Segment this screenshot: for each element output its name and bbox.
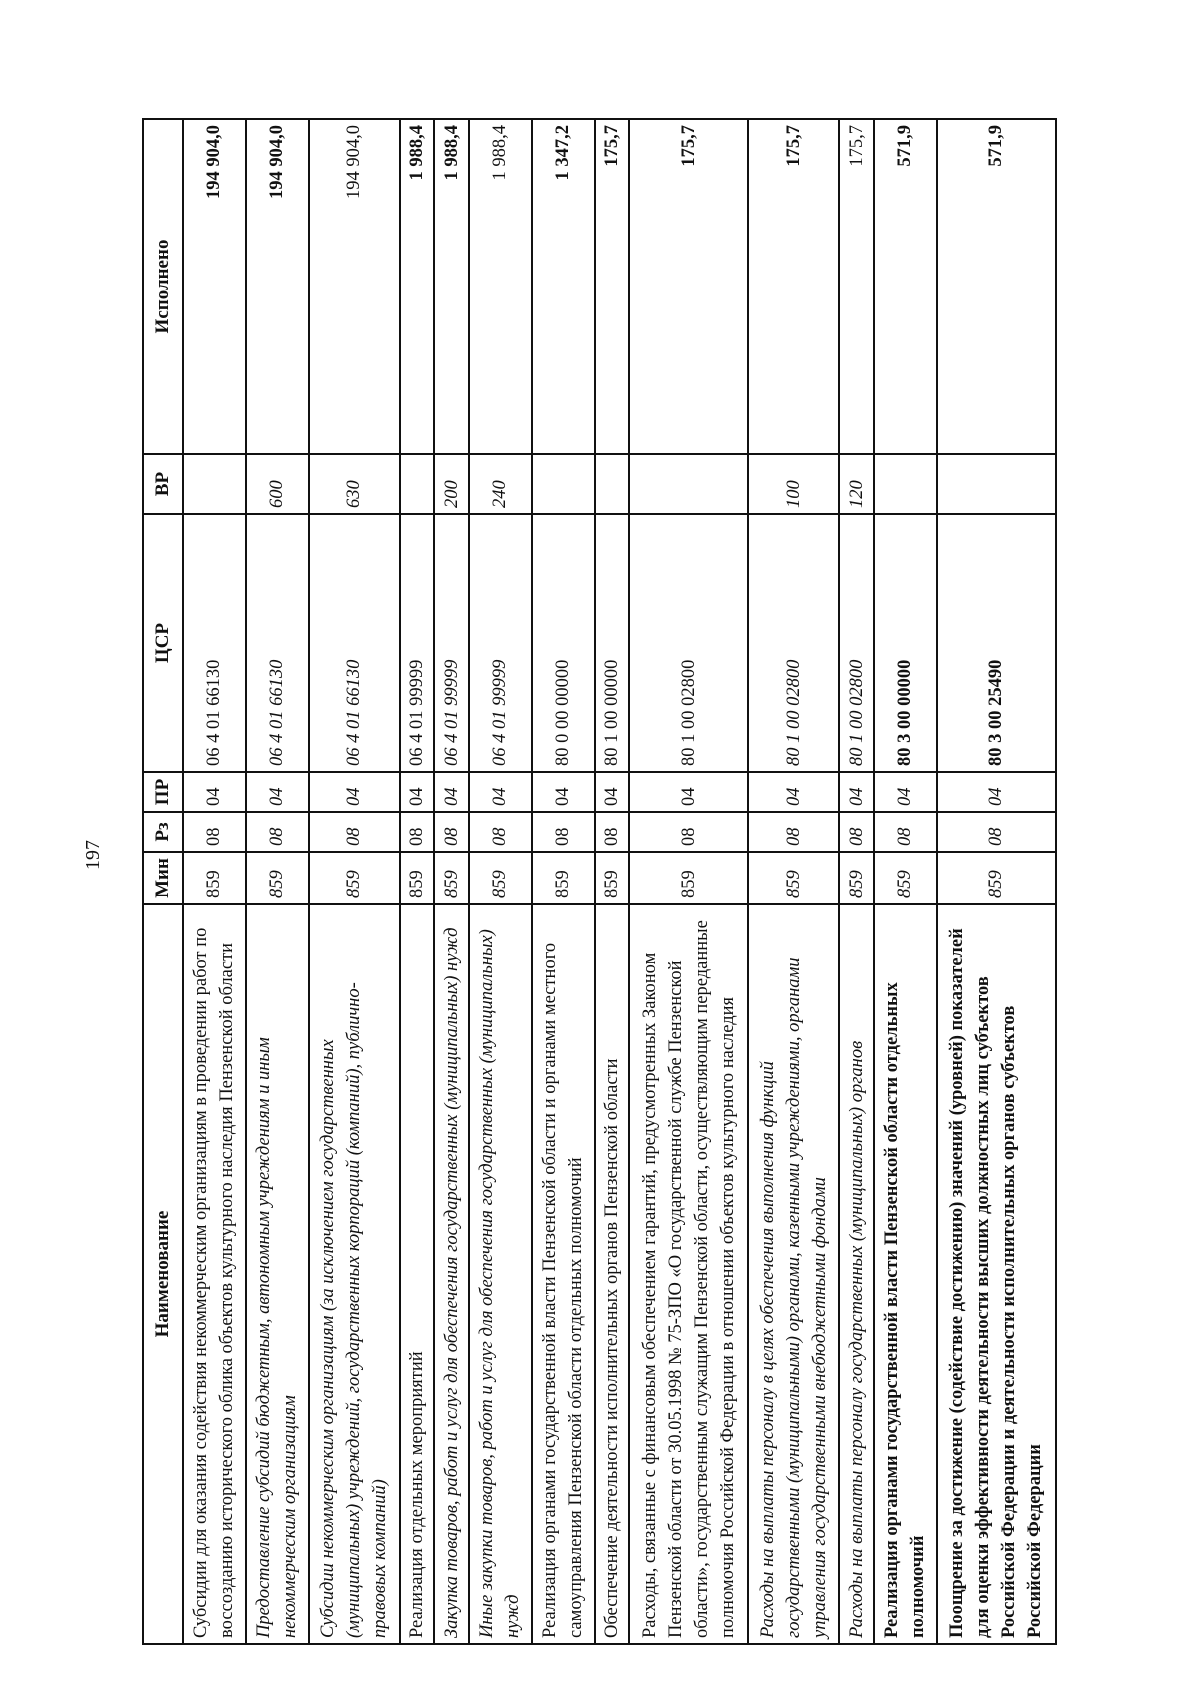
header-min: Мин <box>143 852 183 904</box>
cell-csr: 06 4 01 99999 <box>400 514 435 772</box>
cell-min: 859 <box>937 852 1056 904</box>
header-vr: ВР <box>143 454 183 514</box>
cell-vr <box>629 454 748 514</box>
cell-name: Расходы на выплаты персоналу в целях обеспечения выполнения функций государственными (муниципальными) органами, казенными учреждениями, органами управления государственными внебюджетными фондами <box>748 904 839 1644</box>
cell-name: Расходы, связанные с финансовым обеспечением гарантий, предусмотренных Законом Пензенской области от 30.05.1998 № 75-ЗПО «О государственной службе Пензенской области», государственным служащим Пензенской области, осуществляющим переданные полномочия Российской Федерации в отношении объектов культурного наследия <box>629 904 748 1644</box>
cell-pr: 04 <box>874 772 937 812</box>
cell-rz: 08 <box>309 812 400 852</box>
cell-name: Закупка товаров, работ и услуг для обеспечения государственных (муниципальных) нужд <box>434 904 469 1644</box>
cell-min: 859 <box>874 852 937 904</box>
cell-name: Субсидии для оказания содействия некоммерческим организациям в проведении работ по воссозданию исторического облика объектов культурного наследия Пензенской области <box>183 904 246 1644</box>
table-row <box>469 119 532 1644</box>
cell-pr: 04 <box>595 772 630 812</box>
cell-csr: 06 4 01 99999 <box>469 514 532 772</box>
cell-vr <box>532 454 595 514</box>
cell-executed: 175,7 <box>595 119 630 454</box>
header-name: Наименование <box>143 904 183 1644</box>
cell-csr: 80 1 00 02800 <box>629 514 748 772</box>
header-pr: ПР <box>143 772 183 812</box>
cell-csr: 80 1 00 00000 <box>595 514 630 772</box>
cell-name: Обеспечение деятельности исполнительных органов Пензенской области <box>595 904 630 1644</box>
cell-rz: 08 <box>400 812 435 852</box>
cell-csr: 80 1 00 02800 <box>839 514 874 772</box>
cell-name: Реализация отдельных мероприятий <box>400 904 435 1644</box>
cell-pr: 04 <box>434 772 469 812</box>
cell-min: 859 <box>400 852 435 904</box>
cell-vr <box>183 454 246 514</box>
cell-pr: 04 <box>246 772 309 812</box>
table-row <box>309 119 400 1644</box>
cell-pr: 04 <box>309 772 400 812</box>
cell-executed: 571,9 <box>937 119 1056 454</box>
table-row <box>748 119 839 1644</box>
cell-pr: 04 <box>469 772 532 812</box>
budget-table <box>142 118 1057 1645</box>
cell-executed: 1 988,4 <box>434 119 469 454</box>
cell-vr: 630 <box>309 454 400 514</box>
page-number: 197 <box>82 840 104 870</box>
cell-min: 859 <box>246 852 309 904</box>
cell-vr: 200 <box>434 454 469 514</box>
cell-executed: 1 988,4 <box>469 119 532 454</box>
cell-min: 859 <box>839 852 874 904</box>
cell-csr: 06 4 01 66130 <box>183 514 246 772</box>
table-row <box>595 119 630 1644</box>
cell-executed: 194 904,0 <box>309 119 400 454</box>
cell-pr: 04 <box>183 772 246 812</box>
cell-vr: 240 <box>469 454 532 514</box>
cell-min: 859 <box>309 852 400 904</box>
cell-csr: 80 3 00 00000 <box>874 514 937 772</box>
table-row <box>839 119 874 1644</box>
cell-name: Расходы на выплаты персоналу государственных (муниципальных) органов <box>839 904 874 1644</box>
cell-pr: 04 <box>839 772 874 812</box>
table-row <box>629 119 748 1644</box>
cell-executed: 175,7 <box>748 119 839 454</box>
cell-rz: 08 <box>469 812 532 852</box>
cell-csr: 80 0 00 00000 <box>532 514 595 772</box>
cell-rz: 08 <box>629 812 748 852</box>
header-executed: Исполнено <box>143 119 183 454</box>
cell-name: Предоставление субсидий бюджетным, автономным учреждениям и иным некоммерческим организациям <box>246 904 309 1644</box>
rotated-page-content <box>142 120 1057 1645</box>
cell-vr: 100 <box>748 454 839 514</box>
cell-name: Реализация органами государственной власти Пензенской области и органами местного самоуправления Пензенской области отдельных полномочий <box>532 904 595 1644</box>
cell-name: Реализация органами государственной власти Пензенской области отдельных полномочий <box>874 904 937 1644</box>
cell-min: 859 <box>629 852 748 904</box>
cell-rz: 08 <box>937 812 1056 852</box>
cell-rz: 08 <box>532 812 595 852</box>
cell-pr: 04 <box>629 772 748 812</box>
cell-pr: 04 <box>937 772 1056 812</box>
cell-executed: 1 347,2 <box>532 119 595 454</box>
table-row <box>937 119 1056 1644</box>
table-row <box>874 119 937 1644</box>
cell-min: 859 <box>183 852 246 904</box>
cell-name: Иные закупки товаров, работ и услуг для обеспечения государственных (муниципальных) нужд <box>469 904 532 1644</box>
cell-rz: 08 <box>839 812 874 852</box>
table-header-row <box>143 119 183 1644</box>
cell-vr: 120 <box>839 454 874 514</box>
table-row <box>400 119 435 1644</box>
cell-rz: 08 <box>434 812 469 852</box>
cell-executed: 194 904,0 <box>246 119 309 454</box>
cell-min: 859 <box>469 852 532 904</box>
cell-min: 859 <box>532 852 595 904</box>
table-row <box>532 119 595 1644</box>
cell-name: Субсидии некоммерческим организациям (за исключением государственных (муниципальных) учреждений, государственных корпораций (компаний), публично-правовых компаний) <box>309 904 400 1644</box>
cell-min: 859 <box>434 852 469 904</box>
cell-pr: 04 <box>532 772 595 812</box>
cell-vr <box>595 454 630 514</box>
table-row <box>246 119 309 1644</box>
cell-csr: 06 4 01 99999 <box>434 514 469 772</box>
header-rz: Рз <box>143 812 183 852</box>
cell-vr <box>874 454 937 514</box>
table-row <box>434 119 469 1644</box>
cell-min: 859 <box>748 852 839 904</box>
cell-executed: 175,7 <box>839 119 874 454</box>
cell-csr: 80 1 00 02800 <box>748 514 839 772</box>
header-csr: ЦСР <box>143 514 183 772</box>
cell-executed: 1 988,4 <box>400 119 435 454</box>
cell-csr: 80 3 00 25490 <box>937 514 1056 772</box>
cell-rz: 08 <box>874 812 937 852</box>
table-row <box>183 119 246 1644</box>
cell-vr <box>400 454 435 514</box>
cell-rz: 08 <box>246 812 309 852</box>
cell-vr: 600 <box>246 454 309 514</box>
cell-vr <box>937 454 1056 514</box>
cell-pr: 04 <box>400 772 435 812</box>
cell-csr: 06 4 01 66130 <box>309 514 400 772</box>
cell-rz: 08 <box>595 812 630 852</box>
cell-pr: 04 <box>748 772 839 812</box>
cell-rz: 08 <box>183 812 246 852</box>
cell-min: 859 <box>595 852 630 904</box>
cell-rz: 08 <box>748 812 839 852</box>
cell-executed: 175,7 <box>629 119 748 454</box>
cell-csr: 06 4 01 66130 <box>246 514 309 772</box>
cell-name: Поощрение за достижение (содействие достижению) значений (уровней) показателей для оценки эффективности деятельности высших должностных лиц субъектов Российской Федерации и деятельности исполнительных органов субъектов Российской Федерации <box>937 904 1056 1644</box>
cell-executed: 194 904,0 <box>183 119 246 454</box>
cell-executed: 571,9 <box>874 119 937 454</box>
